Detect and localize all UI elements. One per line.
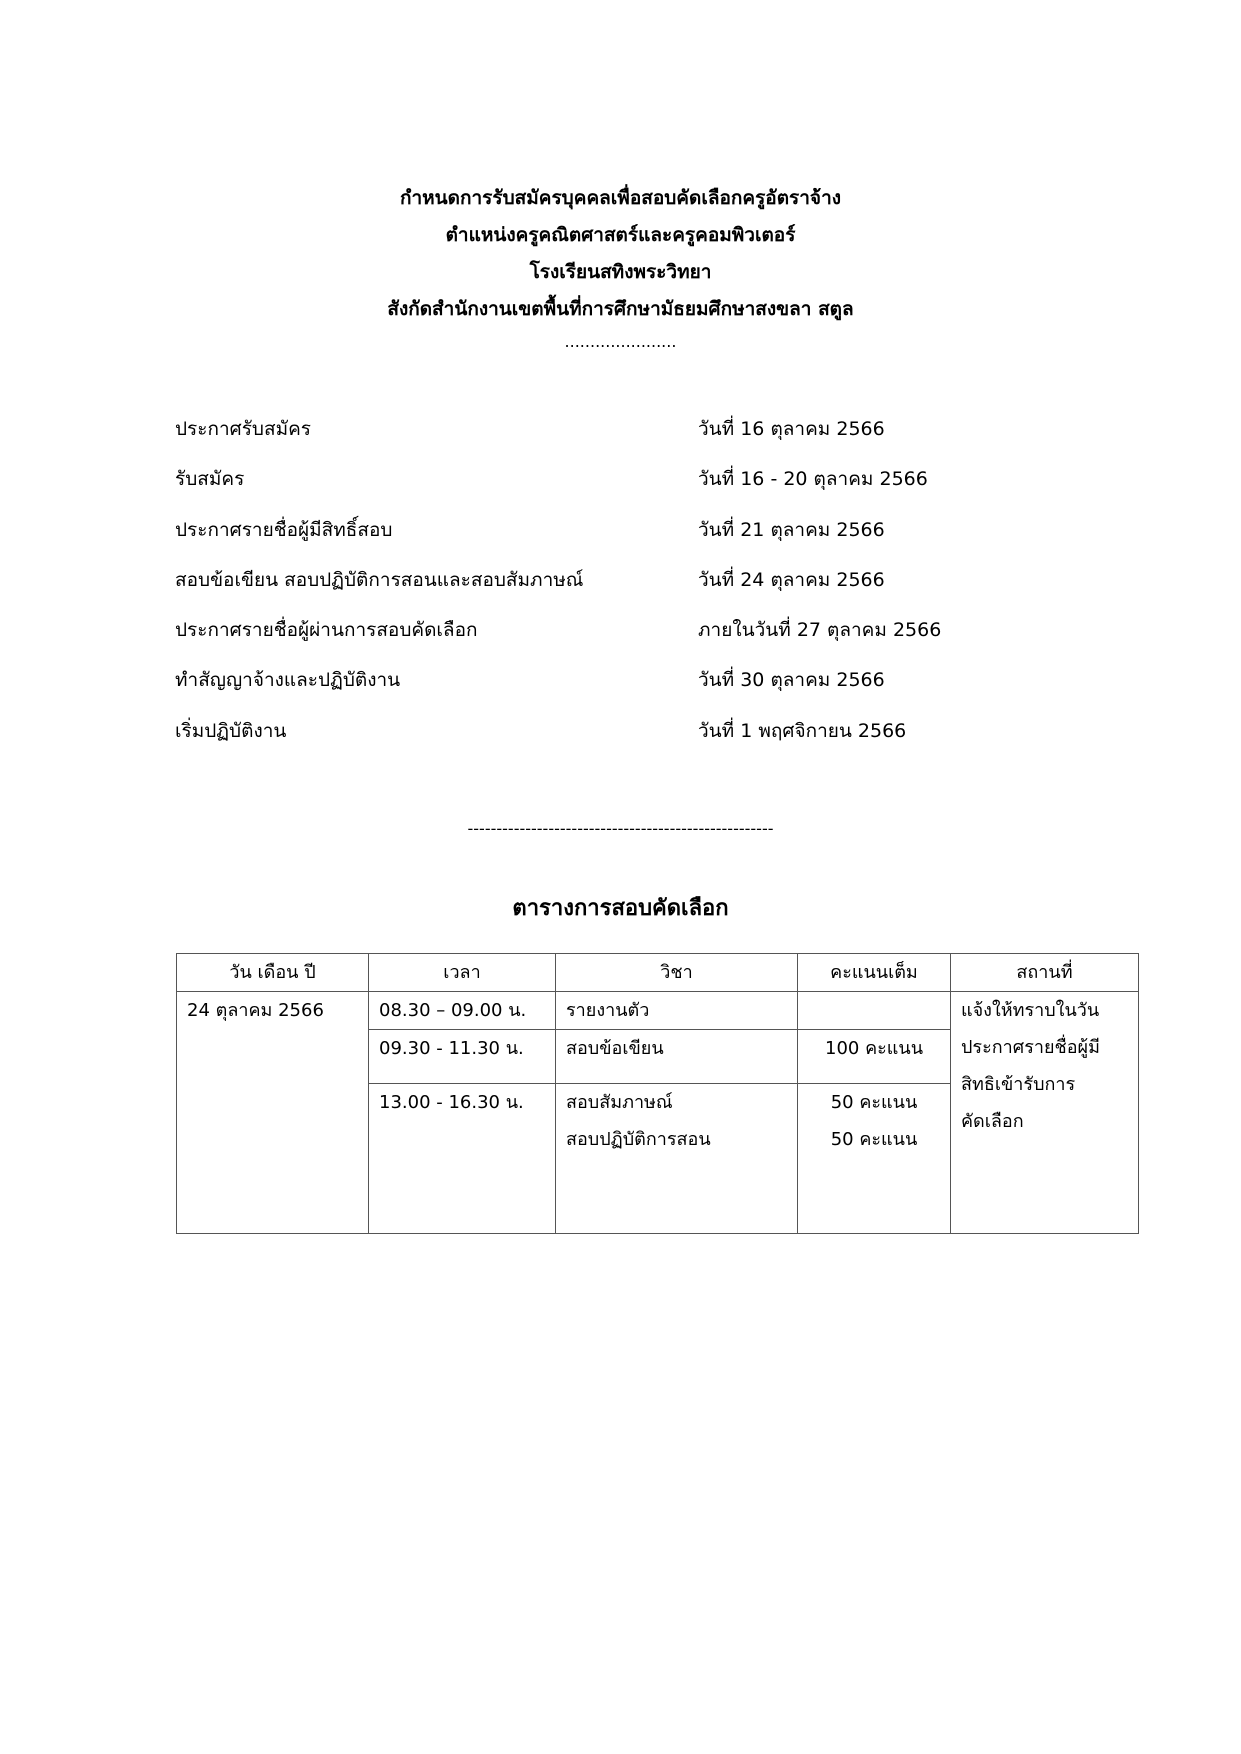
schedule-row xyxy=(175,663,1075,713)
schedule-row xyxy=(175,714,1075,764)
schedule-row xyxy=(175,462,1075,512)
header-date: วัน เดือน ปี xyxy=(177,954,369,992)
cell-time: 13.00 - 16.30 น. xyxy=(369,1084,556,1234)
header-dots: ...................... xyxy=(564,332,677,351)
subject-line: สอบปฏิบัติการสอน xyxy=(566,1129,711,1150)
table-header-row xyxy=(177,954,1139,992)
schedule-row xyxy=(175,613,1075,663)
header-score: คะแนนเต็ม xyxy=(798,954,951,992)
schedule-label: ประกาศรายชื่อผู้มีสิทธิ์สอบ xyxy=(175,518,393,541)
cell-time: 09.30 - 11.30 น. xyxy=(369,1030,556,1084)
cell-location xyxy=(951,992,1139,1234)
schedule-date: ภายในวันที่ 27 ตุลาคม 2566 xyxy=(698,619,942,642)
schedule-label: รับสมัคร xyxy=(175,468,245,491)
schedule-label: ประกาศรับสมัคร xyxy=(175,418,312,440)
location-line: คัดเลือก xyxy=(961,1111,1024,1132)
exam-schedule-table xyxy=(176,953,1139,1234)
section-divider: ----------------------------------------------------- xyxy=(467,819,774,838)
header-subject: วิชา xyxy=(556,954,798,992)
schedule-row xyxy=(175,412,1075,462)
document-header xyxy=(0,180,1241,356)
cell-score xyxy=(798,992,951,1030)
exam-table-title: ตารางการสอบคัดเลือก xyxy=(512,896,729,921)
table-row xyxy=(177,992,1139,1030)
schedule-date: วันที่ 16 - 20 ตุลาคม 2566 xyxy=(698,468,928,491)
cell-subject: สอบข้อเขียน xyxy=(556,1030,798,1084)
schedule-date: วันที่ 21 ตุลาคม 2566 xyxy=(698,518,885,541)
header-title-line-1: กำหนดการรับสมัครบุคคลเพื่อสอบคัดเลือกครูอัตราจ้าง xyxy=(399,187,842,209)
score-line: 50 คะแนน xyxy=(830,1092,918,1113)
location-line: ประกาศรายชื่อผู้มี xyxy=(961,1037,1100,1058)
cell-score xyxy=(798,1084,951,1234)
score-line: 50 คะแนน xyxy=(830,1129,918,1150)
schedule-row xyxy=(175,563,1075,613)
schedule-row xyxy=(175,513,1075,563)
header-affiliation: สังกัดสำนักงานเขตพื้นที่การศึกษามัธยมศึกษาสงขลา สตูล xyxy=(387,298,854,320)
schedule-date: วันที่ 1 พฤศจิกายน 2566 xyxy=(698,719,907,742)
schedule-label: เริ่มปฏิบัติงาน xyxy=(175,719,287,742)
header-school-name: โรงเรียนสทิงพระวิทยา xyxy=(529,261,712,283)
cell-time: 08.30 – 09.00 น. xyxy=(369,992,556,1030)
cell-score: 100 คะแนน xyxy=(798,1030,951,1084)
schedule-date: วันที่ 30 ตุลาคม 2566 xyxy=(698,669,885,692)
schedule-list xyxy=(175,412,1075,764)
header-location: สถานที่ xyxy=(951,954,1139,992)
schedule-label: สอบข้อเขียน สอบปฏิบัติการสอนและสอบสัมภาษณ์ xyxy=(175,568,584,591)
cell-date: 24 ตุลาคม 2566 xyxy=(177,992,369,1234)
location-line: แจ้งให้ทราบในวัน xyxy=(961,1000,1100,1021)
cell-subject xyxy=(556,1084,798,1234)
subject-line: สอบสัมภาษณ์ xyxy=(566,1092,673,1113)
header-time: เวลา xyxy=(369,954,556,992)
schedule-label: ทำสัญญาจ้างและปฏิบัติงาน xyxy=(175,669,401,692)
schedule-label: ประกาศรายชื่อผู้ผ่านการสอบคัดเลือก xyxy=(175,619,478,642)
cell-subject: รายงานตัว xyxy=(556,992,798,1030)
schedule-date: วันที่ 16 ตุลาคม 2566 xyxy=(698,418,885,440)
location-line: สิทธิเข้ารับการ xyxy=(961,1074,1076,1095)
schedule-date: วันที่ 24 ตุลาคม 2566 xyxy=(698,568,885,591)
header-title-line-2: ตำแหน่งครูคณิตศาสตร์และครูคอมพิวเตอร์ xyxy=(445,224,796,246)
